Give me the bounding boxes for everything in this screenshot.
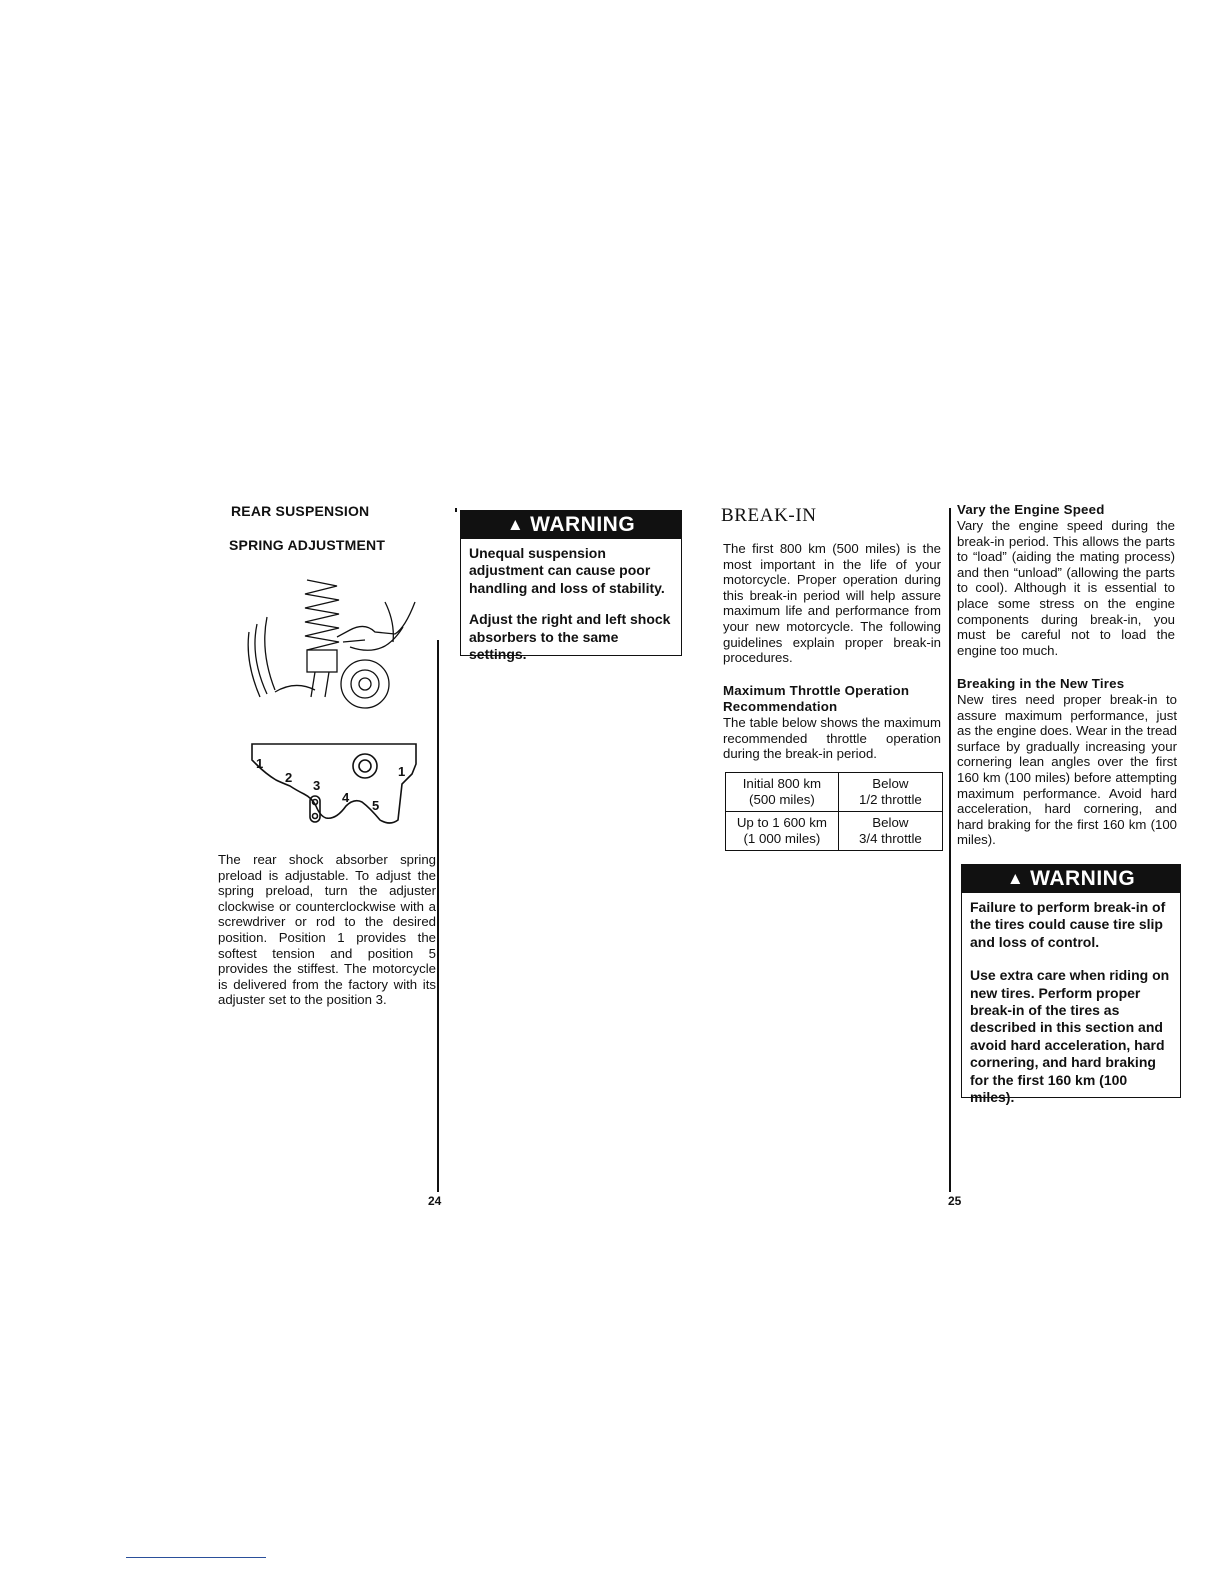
page-number-right: 25 bbox=[948, 1194, 962, 1208]
cell-text: Up to 1 600 km bbox=[736, 815, 827, 830]
cell-text: Initial 800 km bbox=[742, 776, 822, 791]
throttle-intro-paragraph: The table below shows the maximum recommended throttle operation during the break-in period. bbox=[723, 715, 941, 762]
shock-adjustment-illustration bbox=[245, 572, 425, 712]
tires-heading: Breaking in the New Tires bbox=[957, 676, 1125, 691]
throttle-heading: Maximum Throttle Operation Recommendation bbox=[723, 683, 910, 714]
column-rule-top bbox=[455, 508, 457, 512]
warning-text-1: Unequal suspension adjustment can cause poor handling and loss of stability. bbox=[469, 545, 665, 596]
break-in-intro-paragraph: The first 800 km (500 miles) is the most important in the life of your motorcycle. Proper operation during this break-in period will help assure maximum life and performance from your new motorcycle. The following guidelines explain proper break-in procedures. bbox=[723, 541, 941, 666]
warning-text-2: Use extra care when riding on new tires. Perform proper break-in of the tires as described in this section and avoid hard acceleration, hard cornering, and hard braking for the first 160 km (100 miles). bbox=[970, 967, 1170, 1106]
position-label-1-right: 1 bbox=[398, 764, 406, 779]
table-cell-distance bbox=[726, 773, 839, 812]
footnote-divider bbox=[126, 1557, 266, 1558]
cell-text: (1 000 miles) bbox=[743, 831, 821, 846]
position-label-3: 3 bbox=[313, 778, 321, 793]
warning-triangle-icon: ▲ bbox=[506, 515, 525, 534]
warning-text-1: Failure to perform break-in of the tires could cause tire slip and loss of control. bbox=[970, 899, 1166, 950]
position-label-5: 5 bbox=[372, 798, 380, 813]
warning-header bbox=[461, 511, 681, 539]
cell-text: (500 miles) bbox=[749, 792, 815, 807]
cell-text: Below bbox=[872, 815, 909, 830]
warning-title: WARNING bbox=[1030, 867, 1136, 890]
engine-speed-paragraph: Vary the engine speed during the break-in period. This allows the parts to “load” (aiding the mating process) and then “unload” (allowing the parts to cool). Although it is essential to place some stress on the engine components during break-in, you must be careful not to load the engine too much. bbox=[957, 518, 1175, 658]
subheading-spring-adjustment: SPRING ADJUSTMENT bbox=[229, 537, 386, 553]
warning-header bbox=[962, 865, 1180, 893]
spring-preload-paragraph: The rear shock absorber spring preload is adjustable. To adjust the spring preload, turn the adjuster clockwise or counterclockwise with a screwdriver or rod to the desired position. Position 1 provides the softest tension and position 5 provides the stiffest. The motorcycle is delivered from the factory with its adjuster set to the position 3. bbox=[218, 852, 436, 1008]
column-rule-right-page bbox=[949, 508, 951, 1192]
cell-text: 3/4 throttle bbox=[858, 831, 922, 846]
position-label-4: 4 bbox=[342, 790, 350, 805]
section-title-break-in: BREAK-IN bbox=[721, 505, 817, 526]
section-heading-rear-suspension: REAR SUSPENSION bbox=[231, 503, 370, 519]
table-cell-distance bbox=[726, 812, 839, 851]
engine-speed-heading: Vary the Engine Speed bbox=[957, 502, 1105, 517]
warning-box-suspension bbox=[460, 510, 682, 663]
cell-text: 1/2 throttle bbox=[858, 792, 922, 807]
column-rule-left-page bbox=[437, 640, 439, 1192]
table-cell-throttle bbox=[838, 812, 942, 851]
warning-box-tires bbox=[961, 864, 1181, 1106]
tires-paragraph: New tires need proper break-in to assure maximum performance, just as the engine does. Wear in the tread surface by gradually increasing your cornering lean angles over the first 160 km (100 miles) before attempting maximum performance. Avoid hard acceleration, hard cornering, and hard braking for the first 160 km (100 miles). bbox=[957, 692, 1177, 848]
warning-text-2: Adjust the right and left shock absorbers to the same settings. bbox=[469, 611, 671, 663]
position-label-1: 1 bbox=[256, 756, 264, 771]
throttle-table bbox=[725, 772, 943, 851]
preload-positions-diagram bbox=[250, 742, 420, 828]
table-cell-throttle bbox=[838, 773, 942, 812]
table-row bbox=[726, 773, 943, 812]
warning-triangle-icon: ▲ bbox=[1006, 869, 1025, 888]
position-label-2: 2 bbox=[285, 770, 293, 785]
warning-title: WARNING bbox=[530, 513, 636, 536]
cell-text: Below bbox=[872, 776, 909, 791]
table-row bbox=[726, 812, 943, 851]
page-number-left: 24 bbox=[428, 1194, 442, 1208]
